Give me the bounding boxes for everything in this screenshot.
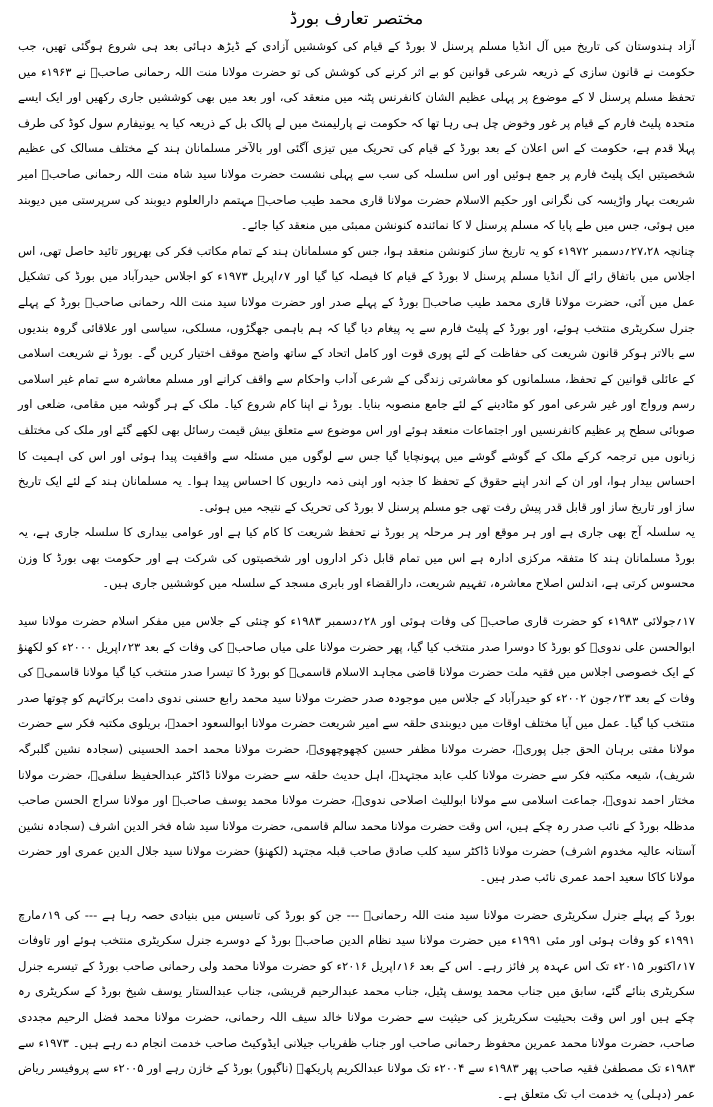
paragraph-mumbai-convention: چنانچہ ۲۷،۲۸؍دسمبر ۱۹۷۲ء کو یہ تاریخ ساز کنونشن منعقد ہوا، جس کو مسلمانان ہند کے تمام مکاتب فکر کی بھرپور تائید حاصل تھی، اس اجلاس میں باتفاق رائے آل انڈیا مسلم پرسنل لا بورڈ کے قیام کا فیصلہ کیا گیا اور ۷؍اپریل ۱۹۷۳ء کو اجلاس حیدرآباد میں بورڈ کی تشکیل عمل میں آئی، حضرت مولانا قاری محمد طیب صاحبؒ بورڈ کے پہلے صدر اور حضرت مولانا سید منت اللہ رحمانی صاحبؒ بورڈ کے پہلے جنرل سکریٹری منتخب ہوئے، اور بورڈ کے پلیٹ فارم سے یہ پیغام دیا گیا کہ ہم باہمی جھگڑوں، مسلکی، سیاسی اور علاقائی گروہ بندیوں سے بالاتر ہوکر قانون شریعت کی حفاظت کے لئے پوری قوت اور کامل اتحاد کے ساتھ واضح موقف اختیار کریں گے۔ بورڈ نے شریعت اسلامی کے عائلی قوانین کے تحفظ، مسلمانوں کو معاشرتی زندگی کے شرعی آداب واحکام سے واقف کرانے اور مسلم معاشرہ سے تمام غیر اسلامی رسم ورواج اور غیر شرعی امور کو مٹادینے کے لئے جامع منصوبہ بنایا۔ بورڈ نے اپنا کام شروع کیا۔ ملک کے ہر گوشہ میں مقامی، ضلعی اور صوبائی سطح پر عظیم کانفرنسیں اور اجتماعات منعقد ہوئے اور اس موضوع سے متعلق بیش قیمت رسائل بھی لکھے گئے اور ملک کی مختلف زبانوں میں ترجمہ کرکے ملک کے گوشے گوشے میں پہونچایا گیا جس سے لوگوں میں مسئلہ سے واقفیت پیدا ہوئی اور اس کی اہمیت کا احساس بیدار ہوا، اور ان کے اندر اپنے حقوق کے تحفظ کا جذبہ اور اپنی ذمہ داریوں کا احساس پیدا ہوا۔ یہ مسلمانان ہند کے لئے ایک تاریخ ساز اور تاریخ ساز اور قابل قدر پیش رفت تھی جو مسلم پرسنل لا بورڈ کی تحریک کے نتیجہ میں ہوئی۔ (18, 243, 695, 514)
paragraph-presidents: ۱۷؍جولائی ۱۹۸۳ء کو حضرت قاری صاحبؒ کی وفات ہوئی اور ۲۸؍دسمبر ۱۹۸۳ء کو چنئی کے جلاس میں مفکر اسلام حضرت مولانا سید ابوالحسن علی ندویؒ کو بورڈ کا دوسرا صدر منتخب کیا گیا، پھر حضرت مولانا علی میاں صاحبؒ کی وفات کے بعد ۲۳؍اپریل ۲۰۰۰ء کو لکھنؤ کے ایک خصوصی اجلاس میں فقیہ ملت حضرت مولانا قاضی مجاہد الاسلام قاسمیؒ کو بورڈ کا تیسرا صدر منتخب کیا گیا مولانا قاسمیؒ کی وفات کے بعد ۲۳؍جون ۲۰۰۲ء کو حیدرآباد کے جلاس میں موجودہ صدر حضرت مولانا سید محمد رابع حسنی ندوی دامت برکاتہم کو چوتھا صدر منتخب کیا گیا۔ عمل میں آیا مختلف اوقات میں دیوبندی حلقہ سے امیر شریعت حضرت مولانا ابوالسعود احمدؒ، بریلوی مکتبہ فکر سے حضرت مولانا مفتی برہان الحق جبل پوریؒ، حضرت مولانا مظفر حسین کچھوچھویؒ، حضرت مولانا محمد احمد الحسینی (سجادہ نشین گلبرگہ شریف)، شیعہ مکتبہ فکر سے حضرت مولانا کلب عابد مجتہدؒ، اہل حدیث حلقہ سے حضرت مولانا ڈاکٹر عبدالحفیظ سلفیؒ، حضرت مولانا مختار احمد ندویؒ، جماعت اسلامی سے مولانا ابوللیث اصلاحی ندویؒ، حضرت مولانا محمد یوسف صاحبؒ اور مولانا سراج الحسن صاحب مدظلہ بورڈ کے نائب صدر رہ چکے ہیں، اس وقت حضرت مولانا محمد سالم قاسمی، حضرت مولانا سید شاہ فخر الدین اشرف (سجادہ نشین آستانہ عالیہ مخدوم اشرف) حضرت مولانا ڈاکٹر سید کلب صادق صاحب قبلہ مجتہد (لکھنؤ) حضرت مولانا سید جلال الدین عمری اور حضرت مولانا کاکا سعید احمد عمری نائب صدر ہیں۔ (18, 614, 696, 884)
section-gap (18, 597, 695, 609)
paragraph-general-secretaries: بورڈ کے پہلے جنرل سکریٹری حضرت مولانا سید منت اللہ رحمانیؒ --- جن کو بورڈ کی تاسیس میں بنیادی حصہ رہا ہے --- کی ۱۹؍مارچ ۱۹۹۱ء کو وفات ہوئی اور مئی ۱۹۹۱ء میں حضرت مولانا سید نظام الدین صاحبؒ بورڈ کے دوسرے جنرل سکریٹری منتخب ہوئے اور تاوفات ۱۷؍اکتوبر ۲۰۱۵ء تک اس عہدہ پر فائز رہے۔ اس کے بعد ۱۶؍اپریل ۲۰۱۶ء کو حضرت مولانا محمد ولی رحمانی صاحب بورڈ کے تیسرے جنرل سکریٹری بنائے گئے، سابق میں جناب محمد یوسف پٹیل، جناب محمد عبدالرحیم قریشی، جناب عبدالستار یوسف شیخ بورڈ کے سکریٹری رہ چکے ہیں اور اس وقت بحیثیت سکریٹریز کی حیثیت سے حضرت مولانا خالد سیف اللہ رحمانی، حضرت مولانا محمد فضل الرحیم مجددی صاحب، حضرت مولانا محمد عمرین محفوظ رحمانی صاحب اور جناب ظفریاب جیلانی ایڈوکیٹ صاحب خدمت انجام دے رہے ہیں۔ ۱۹۷۳ء سے ۱۹۸۳ء تک مصطفیٰ فقیہ صاحب پھر ۱۹۸۳ء سے ۲۰۰۴ء تک مولانا عبدالکریم پاریکھؒ (ناگپور) بورڈ کے خازن رہے اور ۲۰۰۵ء سے پروفیسر ریاض عمر (دہلی) یہ خدمت اب تک متعلق ہے۔ (18, 907, 696, 1101)
paragraph-founding-history: آزاد ہندوستان کی تاریخ میں آل انڈیا مسلم پرسنل لا بورڈ کے قیام کی کوششیں آزادی کے ڈیڑھ دہائی بعد ہی شروع ہوگئی تھیں، جب حکومت نے قانون سازی کے ذریعہ شرعی قوانین کو بے اثر کرنے کی کوشش کی تو حضرت مولانا منت اللہ رحمانی صاحبؒ نے ۱۹۶۳ء میں تحفظ مسلم پرسنل لا کے موضوع پر پہلی عظیم الشان کانفرنس پٹنہ میں منعقد کی، اور بعد میں بھی کوششیں جاری رکھیں اور ایک ایسے متحدہ پلیٹ فارم کے قیام پر غور وخوض چل ہی رہا تھا کہ حکومت نے پارلیمنٹ میں لے پالک بل کے ذریعہ کیا یہ یونیفارم سول کوڈ کی طرف پہلا قدم ہے، حکومت کے اس اعلان کے بعد بورڈ کے قیام کی تحریک میں تیزی آگئی اور بالآخر مسلمانان ہند کے مختلف مسالک کی عظیم شخصیتیں ایک پلیٹ فارم پر جمع ہوئیں اور اس سلسلہ کی سب سے پہلی نشست حضرت مولانا سید شاہ منت اللہ رحمانی صاحبؒ امیر شریعت بہار واڑیسہ کی نگرانی اور حکیم الاسلام حضرت مولانا قاری محمد طیب صاحبؒ مہتمم دارالعلوم دیوبند کی سرپرستی میں دیوبند میں ہوئی، جس میں طے پایا کہ مسلم پرسنل لا کا نمائندہ کنونشن ممبئی میں منعقد کیا جائے۔ (18, 39, 696, 233)
document-title: مختصر تعارف بورڈ (289, 9, 424, 29)
section-gap (18, 891, 695, 903)
paragraph-ongoing-work: یہ سلسلہ آج بھی جاری ہے اور ہر موقع اور ہر مرحلہ پر بورڈ نے تحفظ شریعت کا کام کیا ہے اور عوامی بیداری کا سلسلہ جاری ہے، یہ بورڈ مسلمانان ہند کا متفقہ مرکزی ادارہ ہے اس میں تمام قابل ذکر اداروں اور شخصیتوں کی شرکت ہے اور حکومت بھی بورڈ کا وزن محسوس کرتی ہے، اندلس اصلاح معاشرہ، تفہیم شریعت، دارالقضاء اور بابری مسجد کے سلسلہ میں کوششیں جاری ہیں۔ (18, 525, 695, 591)
